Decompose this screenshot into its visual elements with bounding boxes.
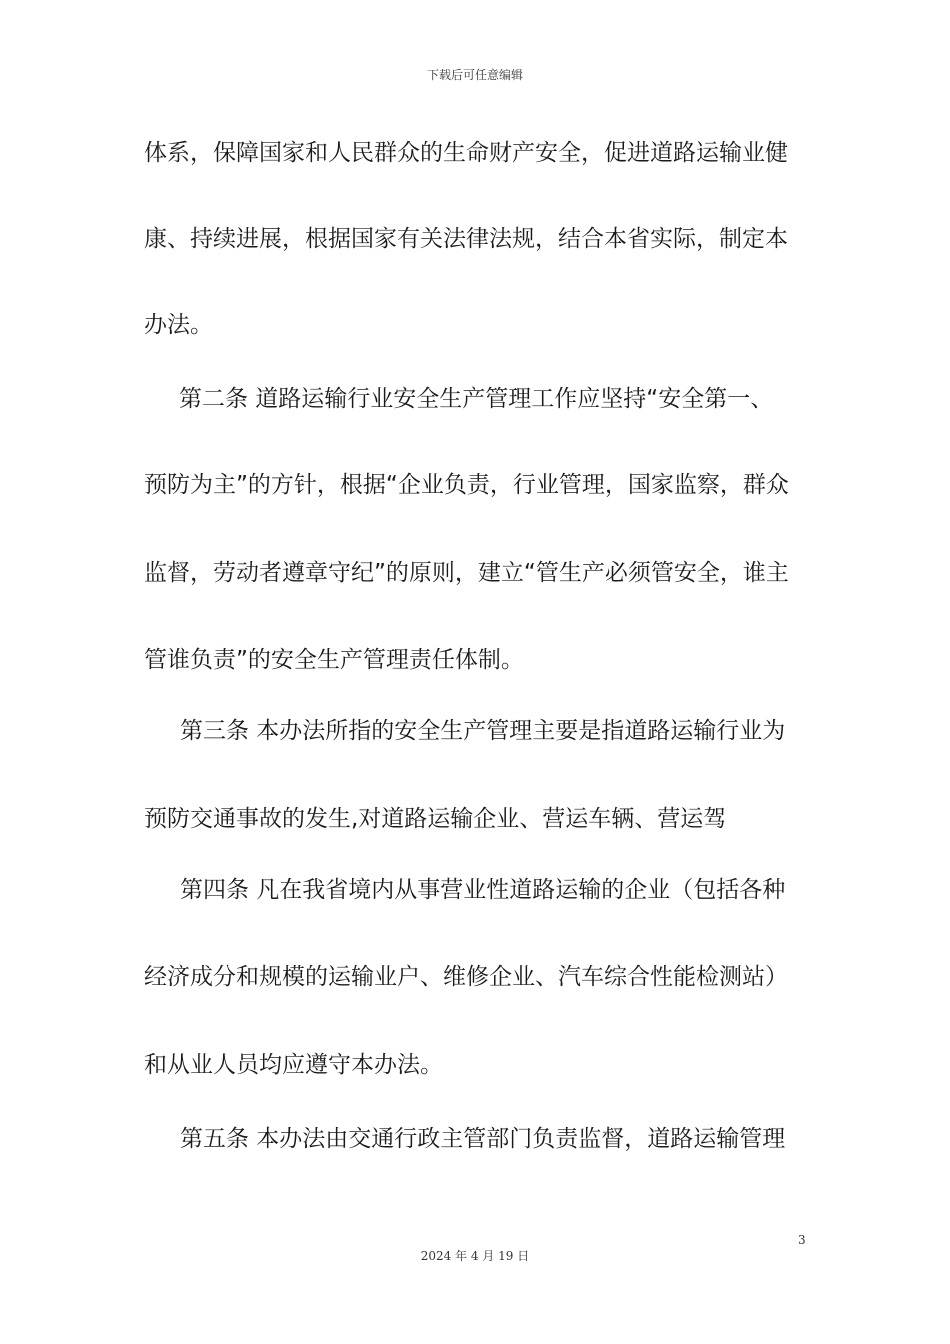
body-line-1: 体系，保障国家和人民群众的生命财产安全，促进道路运输业健 [144, 140, 788, 166]
page-header: 下载后可任意编辑 [426, 68, 523, 82]
article-4-line-2: 经济成分和规模的运输业户、维修企业、汽车综合性能检测站） [144, 964, 788, 990]
body-line-2: 康、持续进展，根据国家有关法律法规，结合本省实际，制定本 [144, 226, 788, 252]
article-3-line-1: 第三条 本办法所指的安全生产管理主要是指道路运输行业为 [180, 718, 786, 744]
body-line-3: 办法。 [144, 312, 213, 338]
page-number: 3 [798, 1233, 806, 1247]
article-2-line-2: 预防为主”的方针，根据“企业负责，行业管理，国家监察，群众 [144, 472, 789, 498]
footer-date: 2024 年 4 月 19 日 [420, 1249, 530, 1263]
article-4-line-3: 和从业人员均应遵守本办法。 [144, 1052, 443, 1078]
article-2-line-3: 监督，劳动者遵章守纪”的原则，建立“管生产必须管安全，谁主 [144, 560, 789, 586]
article-2-line-4: 管谁负责”的安全生产管理责任体制。 [144, 647, 524, 673]
article-5-line-1: 第五条 本办法由交通行政主管部门负责监督，道路运输管理 [180, 1126, 786, 1152]
article-3-line-2: 预防交通事故的发生,对道路运输企业、营运车辆、营运驾 [144, 806, 727, 832]
article-2-line-1: 第二条 道路运输行业安全生产管理工作应坚持“安全第一、 [179, 386, 774, 412]
article-4-line-1: 第四条 凡在我省境内从事营业性道路运输的企业（包括各种 [180, 877, 786, 903]
